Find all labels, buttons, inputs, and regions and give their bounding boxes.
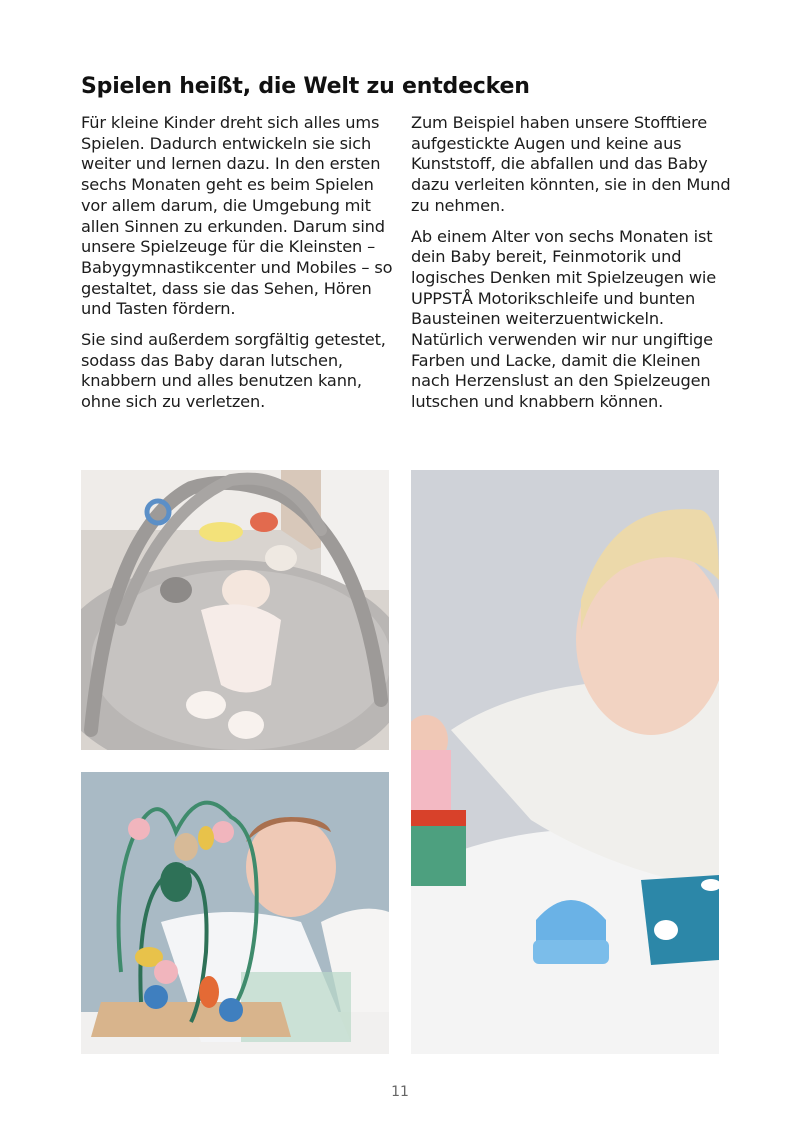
left-text-column bbox=[81, 113, 401, 423]
baby-gym-image bbox=[81, 470, 389, 750]
page-title: Spielen heißt, die Welt zu entdecken bbox=[81, 74, 530, 99]
paragraph: Ab einem Alter von sechs Monaten ist dein Baby bereit, Feinmotorik und logisches Denken mit Spielzeugen wie UPPSTÅ Motorikschleife und bunten Bausteinen weiterzuentwickeln. Natürlich verwenden wir nur ungiftige Farben und Lacke, damit die Kleinen nach Herzenslust an den Spielzeugen lutschen und knabbern können. bbox=[411, 226, 717, 412]
paragraph: Sie sind außerdem sorgfältig getestet, sodass das Baby daran lutschen, knabbern und alles benutzen kann, ohne sich zu verletzen. bbox=[81, 330, 386, 412]
paragraph: Zum Beispiel haben unsere Stofftiere aufgestickte Augen und keine aus Kunststoff, die abfallen und das Baby dazu verleiten könnten, sie in den Mund zu nehmen. bbox=[411, 113, 731, 215]
right-text-column bbox=[411, 113, 731, 423]
photo-stacking-cups bbox=[411, 470, 719, 1054]
photo-bead-maze bbox=[81, 772, 389, 1054]
bead-maze-image bbox=[81, 772, 389, 1054]
photo-baby-gym bbox=[81, 470, 389, 750]
stacking-cups-image bbox=[411, 470, 719, 1054]
paragraph: Für kleine Kinder dreht sich alles ums Spielen. Dadurch entwickeln sie sich weiter und lernen dazu. In den ersten sechs Monaten geht es beim Spielen vor allem darum, die Umgebung mit allen Sinnen zu erkunden. Darum sind unsere Spielzeuge für die Kleinsten – Babygymnastikcenter und Mobiles – so gestaltet, dass sie das Sehen, Hören und Tasten fördern. bbox=[81, 113, 393, 319]
page-number: 11 bbox=[391, 1084, 409, 1100]
